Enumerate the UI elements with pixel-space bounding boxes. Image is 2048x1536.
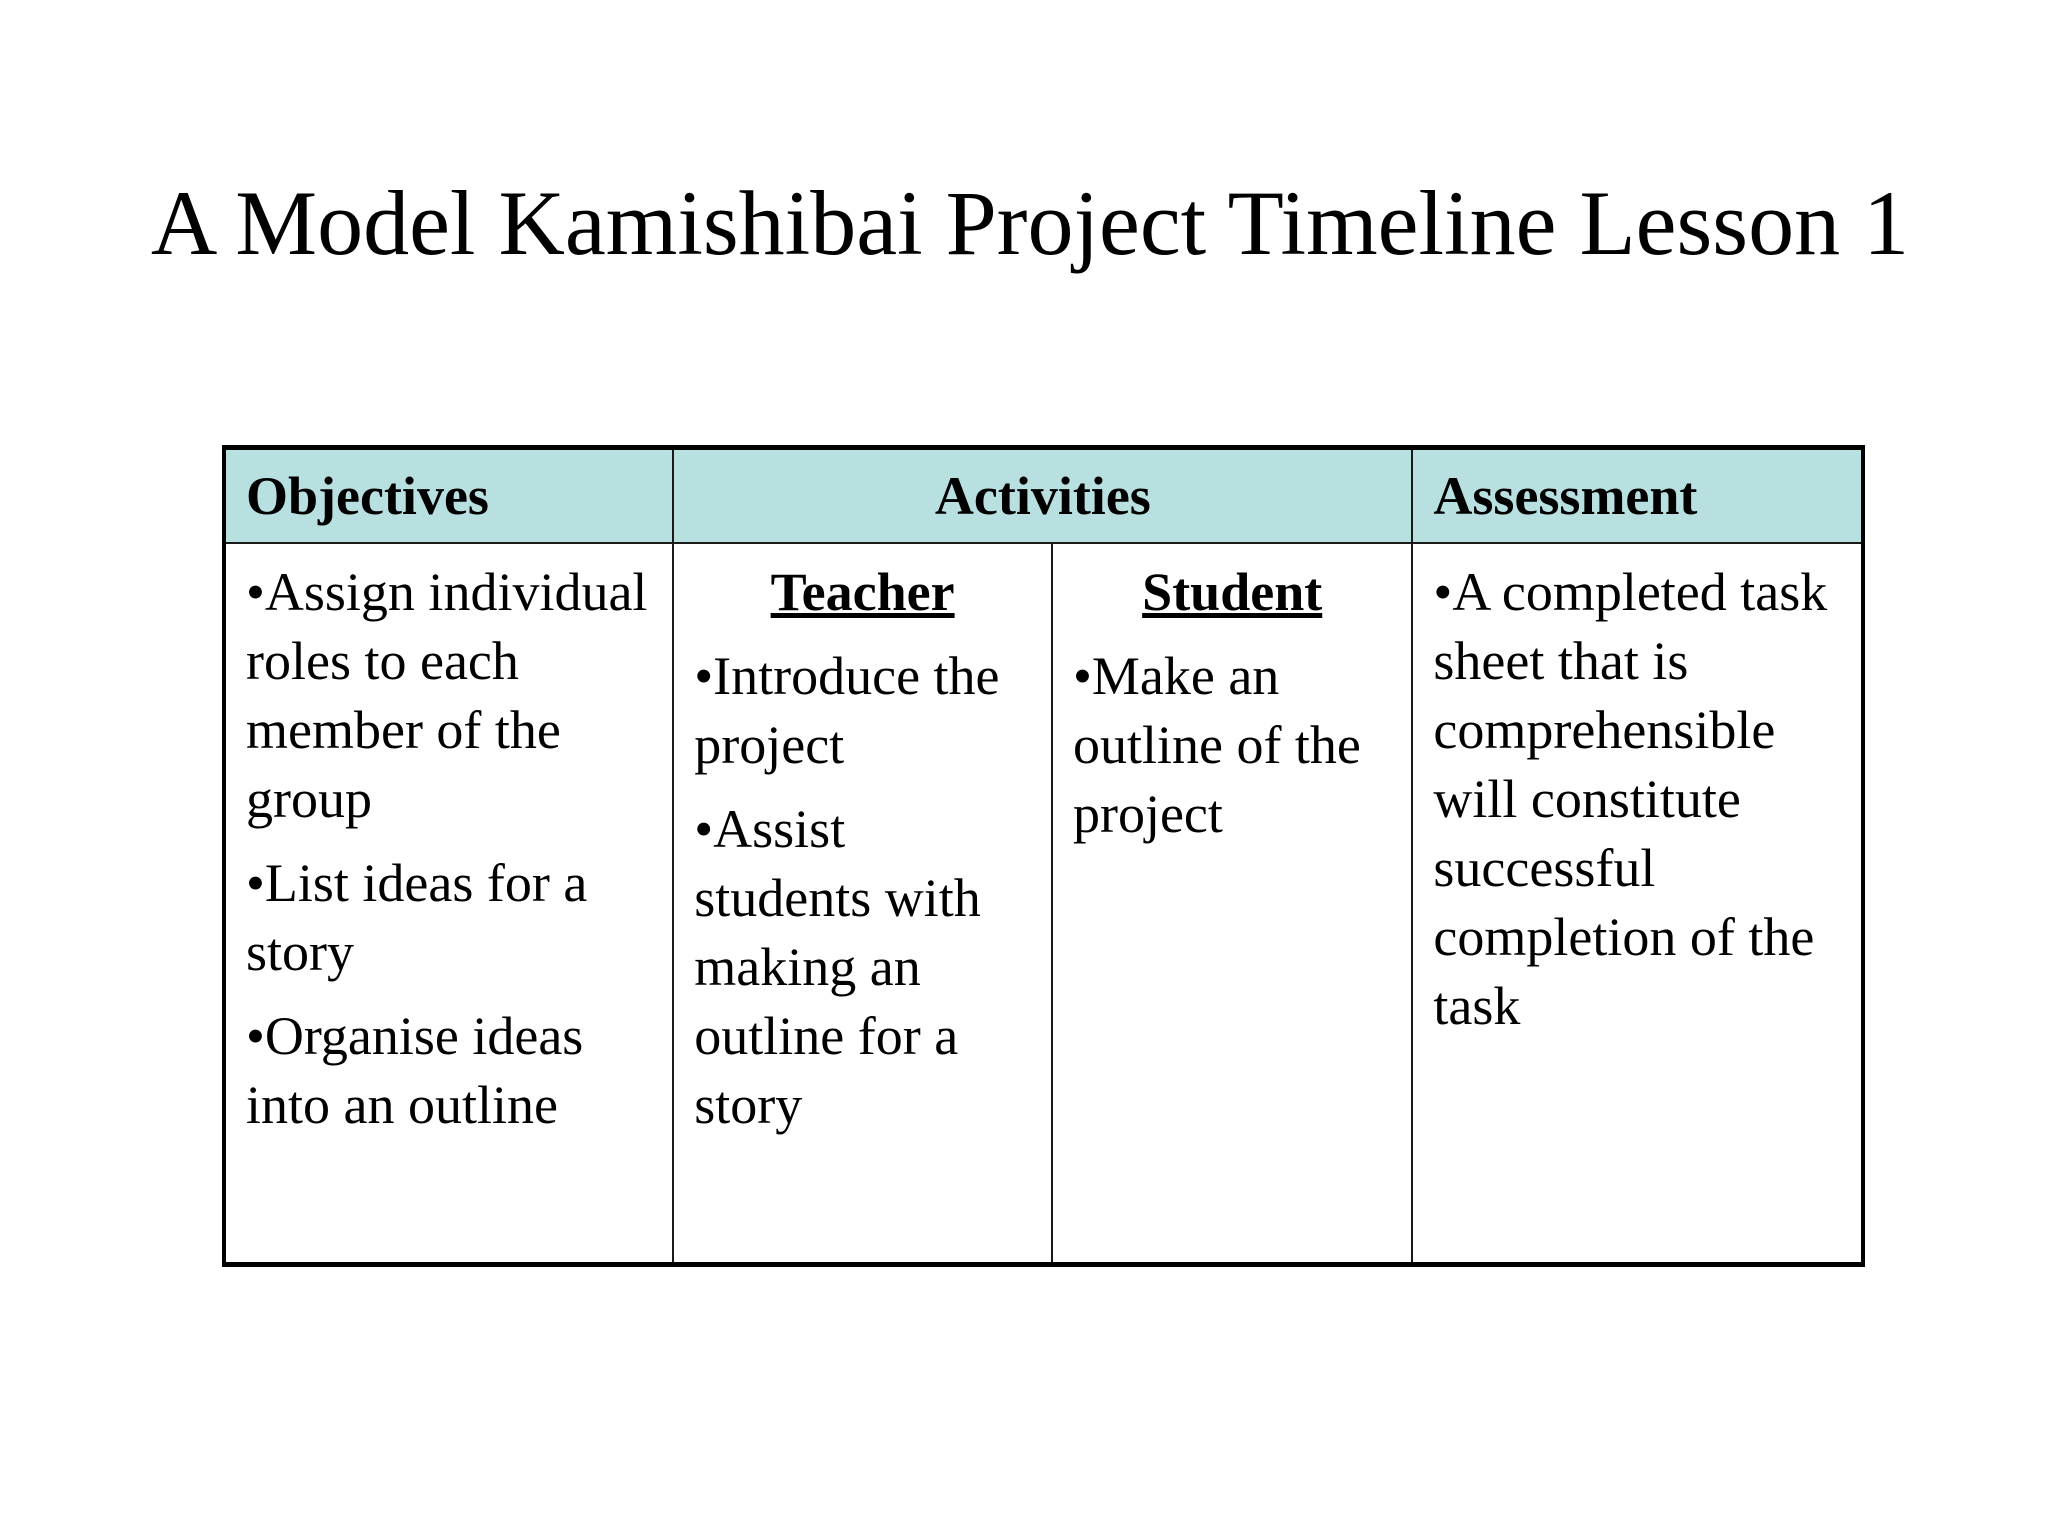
slide-title: A Model Kamishibai Project Timeline Lesson 1 xyxy=(150,172,1910,274)
student-subheader: Student xyxy=(1142,562,1323,622)
table-body-row xyxy=(224,543,1863,1265)
teacher-activity-item: •Assist students with making an outline for a story xyxy=(694,799,981,1135)
activities-header: Activities xyxy=(673,448,1412,544)
objectives-cell xyxy=(224,543,673,1265)
objectives-header: Objectives xyxy=(224,448,673,544)
assessment-cell xyxy=(1412,543,1863,1265)
lesson-plan-table xyxy=(222,445,1865,1267)
objective-item: •Organise ideas into an outline xyxy=(246,1006,584,1135)
objectives-list xyxy=(246,558,652,1140)
objective-item: •Assign individual roles to each member of the group xyxy=(246,562,648,829)
teacher-subheader: Teacher xyxy=(770,562,955,622)
teacher-activity-item: •Introduce the project xyxy=(694,646,1000,775)
assessment-item: •A completed task sheet that is comprehensible will constitute successful completion of the task xyxy=(1433,562,1828,1036)
student-activity-item: •Make an outline of the project xyxy=(1072,646,1361,844)
student-activities-list xyxy=(1073,642,1391,849)
teacher-activities-list xyxy=(694,642,1031,1140)
objective-item: •List ideas for a story xyxy=(246,853,588,982)
student-activities-cell xyxy=(1052,543,1412,1265)
table-header-row xyxy=(224,448,1863,544)
teacher-activities-cell xyxy=(673,543,1052,1265)
assessment-list xyxy=(1433,558,1841,1041)
assessment-header: Assessment xyxy=(1412,448,1863,544)
